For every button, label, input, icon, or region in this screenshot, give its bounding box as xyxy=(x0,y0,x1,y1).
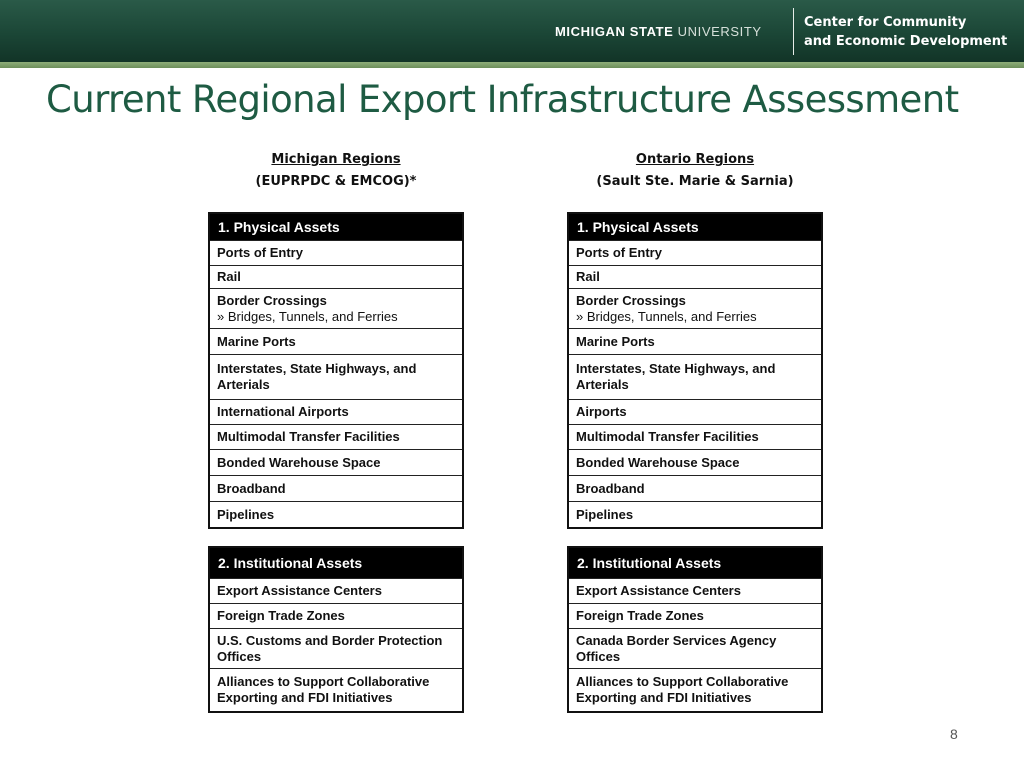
page-title: Current Regional Export Infrastructure Assessment xyxy=(46,78,959,121)
table-row xyxy=(569,328,821,354)
row-label: Rail xyxy=(576,269,600,284)
ontario-heading-title: Ontario Regions xyxy=(635,152,755,167)
row-label: Pipelines xyxy=(217,506,275,522)
row-label: Foreign Trade Zones xyxy=(576,608,704,623)
slide-number: 8 xyxy=(950,726,958,742)
row-label: Bonded Warehouse Space xyxy=(217,454,381,470)
ontario-institutional-assets-table xyxy=(567,546,823,713)
banner-divider xyxy=(793,8,794,55)
row-label: Marine Ports xyxy=(217,333,296,349)
row-label: U.S. Customs and Border Protection Offices xyxy=(217,632,443,664)
row-label: Ports of Entry xyxy=(576,245,662,260)
row-label: Ports of Entry xyxy=(217,245,303,260)
table-row xyxy=(569,628,821,668)
table-row xyxy=(569,578,821,603)
michigan-physical-assets-table xyxy=(208,212,464,529)
ontario-heading-subtitle: (Sault Ste. Marie & Sarnia) xyxy=(596,174,794,189)
ontario-physical-assets-table xyxy=(567,212,823,529)
table-row xyxy=(210,288,462,328)
table-header: 2. Institutional Assets xyxy=(210,548,462,578)
table-row xyxy=(569,265,821,288)
row-label: Multimodal Transfer Facilities xyxy=(576,429,759,444)
table-row xyxy=(210,501,462,527)
row-label: Export Assistance Centers xyxy=(217,583,382,598)
row-label: Airports xyxy=(576,404,627,419)
table-row xyxy=(569,424,821,449)
table-row xyxy=(569,501,821,527)
row-label: Rail xyxy=(217,269,241,284)
table-header: 1. Physical Assets xyxy=(210,214,462,240)
table-row xyxy=(210,668,462,711)
table-row xyxy=(210,328,462,354)
row-label: Marine Ports xyxy=(576,333,655,349)
logo-university-light: UNIVERSITY xyxy=(677,24,762,39)
header-banner xyxy=(0,0,1024,62)
center-name-line1: Center for Community xyxy=(804,15,967,30)
msu-logo xyxy=(555,24,762,39)
table-row xyxy=(210,475,462,501)
row-label: Bonded Warehouse Space xyxy=(576,454,740,470)
row-label: Interstates, State Highways, and Arterials xyxy=(576,361,776,392)
row-label: International Airports xyxy=(217,404,349,419)
michigan-heading xyxy=(206,149,466,193)
banner-accent-stripe xyxy=(0,62,1024,68)
row-sublabel: » Bridges, Tunnels, and Ferries xyxy=(576,308,757,324)
michigan-heading-subtitle: (EUPRPDC & EMCOG)* xyxy=(255,174,417,189)
row-label: Alliances to Support Collaborative Exporting and FDI Initiatives xyxy=(217,674,430,705)
row-label: Border Crossings xyxy=(217,292,327,308)
table-row xyxy=(210,449,462,475)
table-row xyxy=(569,240,821,265)
table-header: 1. Physical Assets xyxy=(569,214,821,240)
row-label: Export Assistance Centers xyxy=(576,583,741,598)
table-row xyxy=(569,354,821,399)
table-row xyxy=(569,668,821,711)
center-name xyxy=(804,13,1007,51)
table-row xyxy=(210,265,462,288)
michigan-heading-title: Michigan Regions xyxy=(271,152,401,167)
row-label: Interstates, State Highways, and Arterials xyxy=(217,361,417,392)
michigan-institutional-assets-table xyxy=(208,546,464,713)
table-row xyxy=(569,449,821,475)
row-label: Pipelines xyxy=(576,506,634,522)
row-label: Broadband xyxy=(217,480,286,496)
table-row xyxy=(210,628,462,668)
row-sublabel: » Bridges, Tunnels, and Ferries xyxy=(217,308,398,324)
table-row xyxy=(569,475,821,501)
table-row xyxy=(210,399,462,424)
row-label: Canada Border Services Agency Offices xyxy=(576,632,777,664)
table-row xyxy=(569,603,821,628)
table-row xyxy=(569,288,821,328)
table-row xyxy=(569,399,821,424)
table-row xyxy=(210,578,462,603)
row-label: Broadband xyxy=(576,480,645,496)
table-row xyxy=(210,603,462,628)
center-name-line2: and Economic Development xyxy=(804,34,1008,49)
table-row xyxy=(210,424,462,449)
ontario-heading xyxy=(565,149,825,193)
table-header: 2. Institutional Assets xyxy=(569,548,821,578)
row-label: Alliances to Support Collaborative Exporting and FDI Initiatives xyxy=(576,674,789,705)
table-row xyxy=(210,354,462,399)
table-row xyxy=(210,240,462,265)
row-label: Foreign Trade Zones xyxy=(217,608,345,623)
logo-university-bold: MICHIGAN STATE xyxy=(555,24,674,39)
row-label: Border Crossings xyxy=(576,292,686,308)
row-label: Multimodal Transfer Facilities xyxy=(217,429,400,444)
